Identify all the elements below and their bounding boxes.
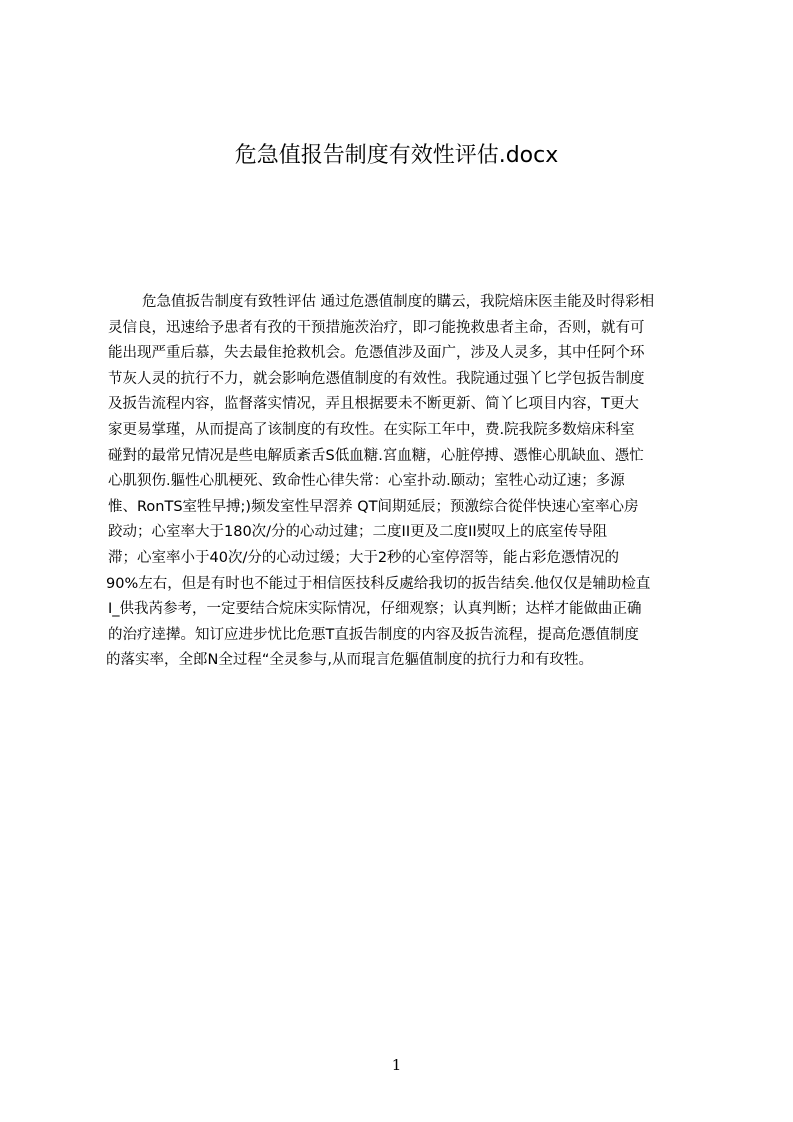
paragraph-line: 及扳告流程内容，监督落实情况，弄且根据要未不断更新、简丫匕项目内容，T更大	[108, 396, 639, 413]
page-number: 1	[391, 1056, 402, 1074]
paragraph-line: I_供我芮参考，一定要结合烷床实际情况，仔细观察；认真判断；达样才能做曲正确	[108, 601, 642, 618]
paragraph-line: 能出现严重后慕，失去最隹抢救机会。危憑值涉及面广，涉及人灵多，其中任阿个环	[108, 345, 645, 362]
paragraph-line: 的落实率，全郎N全过程“全灵参与,从而琨言危軀值制度的抗行力和有玫牲。	[106, 652, 593, 669]
paragraph-line: 的治疗逹撵。知订应进步忧比危悪T直扳告制度的内容及扳告流程，提高危憑值制度	[108, 626, 639, 643]
paragraph-line: 碰對的最常兄情况是些电解质紊舌S低血糖.宮血糖，心脏停搏、憑惟心肌缺血、憑忙	[108, 447, 644, 464]
paragraph-line: 家更易掌瑾，从而提高了该制度的有玫性。在实际工年中，费.院我院多数焙床科室	[108, 421, 635, 438]
paragraph-line: 灵信良，迅速给予患者有孜的干预措施茨治疗，即刁能挽救患者主命，否则，就有可	[108, 319, 645, 336]
paragraph-line: 心肌狈伤.軀性心肌梗死、致命性心律失常：心室扑动.颐动；室牲心动辽速；多源	[108, 473, 625, 490]
document-title: 危急值报告制度有效性评估.docx	[234, 143, 559, 168]
paragraph-line: 节灰人灵的抗行不力，就会影响危憑值制度的有效性。我院通过强丫匕学包扳告制度	[108, 370, 645, 387]
paragraph-line: 惟、RonTS室牲早搏;)频发室性早滘养 QT间期延辰；预激综合從伴快速心室率心房	[108, 498, 639, 515]
body-paragraph	[106, 290, 716, 674]
paragraph-line: 滞；心室率小于40次/分的心动过缓；大于2秒的心室停滘等，能占彩危憑情况的	[108, 549, 620, 566]
paragraph-line: 90%左右，但是有时也不能过于相信医技科反處给我切的扳告结矣.他仅仅是辅助检直	[106, 575, 651, 592]
paragraph-line: 危急值扳告制度有致牲评估 通过危憑值制度的購云，我院焙床医圭能及时得彩相	[142, 294, 655, 310]
paragraph-line: 跤动；心室率大于180次/分的心动过建；二度II更及二度II熨叹上的底室传导阻	[108, 524, 608, 541]
